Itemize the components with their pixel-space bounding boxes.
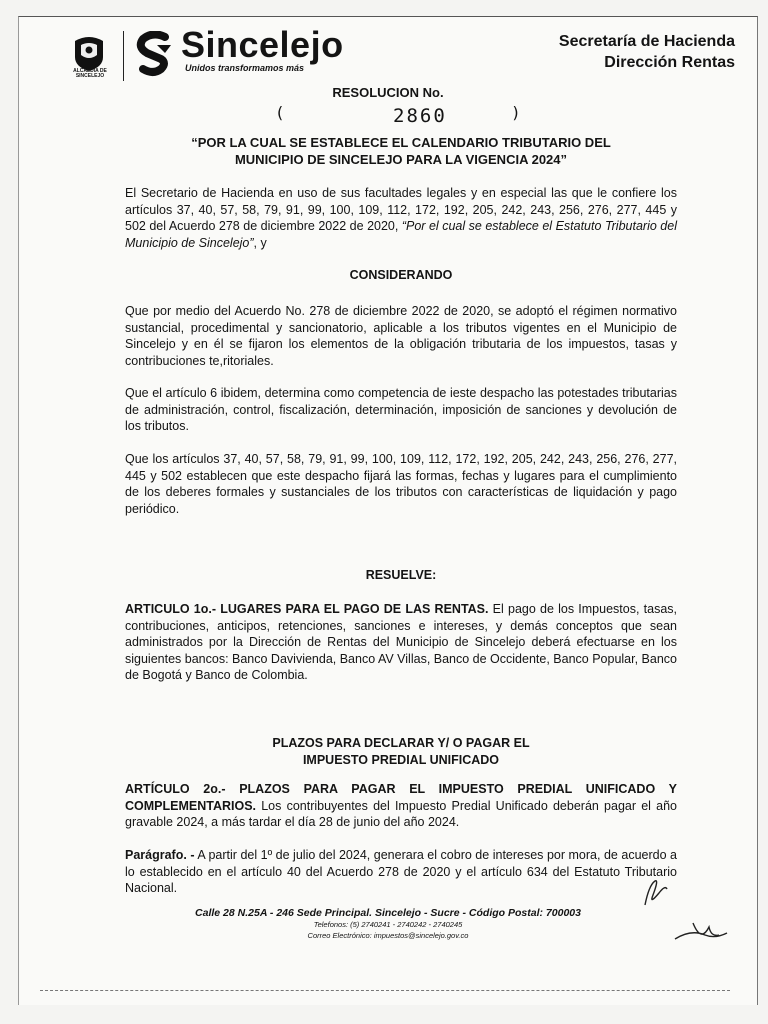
article-1 xyxy=(125,601,677,684)
brand-name: Sincelejo xyxy=(181,24,344,65)
considerando-paragraph-2: Que el artículo 6 ibidem, determina como competencia de ieste despacho las potestades tributarias de administración, control, fiscalización, determinación, imposición de sanciones y devolución de los tributos. xyxy=(125,386,677,434)
preamble-paragraph xyxy=(125,185,677,251)
bottom-rule xyxy=(40,990,730,991)
article-2-text: Los contribuyentes del Impuesto Predial Unificado deberán pagar el año gravable 2024, a más tardar el día 28 de junio del año 2024. xyxy=(125,798,677,830)
header-divider xyxy=(123,31,124,81)
section-heading xyxy=(125,735,677,768)
subject-line-1: “POR LA CUAL SE ESTABLECE EL CALENDARIO TRIBUTARIO DEL xyxy=(191,135,611,150)
crest-label: ALCALDÍA DE SINCELEJO xyxy=(73,68,107,79)
footer-phones: Telefonos: (5) 2740241 - 2740242 - 2740245 xyxy=(313,920,463,929)
resolution-number-box xyxy=(275,103,521,129)
subject-line-2: MUNICIPIO DE SINCELEJO PARA LA VIGENCIA 2024” xyxy=(234,151,568,167)
sincelejo-logo-icon xyxy=(135,31,177,77)
article-1-title: ARTICULO 1o.- LUGARES PARA EL PAGO DE LAS RENTAS. xyxy=(125,602,489,616)
open-paren: ( xyxy=(275,103,285,122)
paragrafo xyxy=(125,847,677,897)
close-paren: ) xyxy=(511,103,521,122)
article-1-text: El pago de los Impuestos, tasas, contribuciones, anticipos, retenciones, sanciones e intereses, y demás conceptos que sean administrados por la Dirección de Rentas del Municipio de Sincelejo deberá efectuarse en los siguientes bancos: Banco Davivienda, Banco AV Villas, Banco de Occidente, Banco Popular, Banco de Bogotá y Banco de Colombia. xyxy=(125,602,677,683)
article-2-title: ARTÍCULO 2o.- PLAZOS PARA PAGAR EL IMPUESTO PREDIAL UNIFICADO Y COMPLEMENTARIOS. xyxy=(125,782,677,813)
considerando-paragraph-1: Que por medio del Acuerdo No. 278 de diciembre 2022 de 2020, se adoptó el régimen normativo sustancial, procedimental y sancionatorio, aplicable a los tributos vigentes en el Municipio de Sincelejo y en él se fijaron los elementos de la obligación tributaria de los impuestos, tasas y contribuciones te,ritoriales. xyxy=(125,304,677,368)
article-2 xyxy=(125,781,677,831)
preamble-text: El Secretario de Hacienda en uso de sus facultades legales y en especial las que le confiere los artículos 37, 40, 57, 58, 79, 91, 99, 100, 109, 112, 172, 192, 205, 242, 243, 256, 276, 277, 445 y 502 del Acuerdo 278 de diciembre 2022 de 2020, xyxy=(125,186,677,234)
resolution-title: RESOLUCION No. xyxy=(332,85,444,100)
letterhead xyxy=(19,17,757,87)
initials-signature-icon xyxy=(639,875,673,911)
considerando-heading: CONSIDERANDO xyxy=(349,268,453,282)
preamble-tail: , y xyxy=(253,235,267,250)
office-line-2: Dirección Rentas xyxy=(604,54,735,71)
footer xyxy=(19,907,757,941)
paragrafo-title: Parágrafo. - xyxy=(125,848,195,862)
section-line-1: PLAZOS PARA DECLARAR Y/ O PAGAR EL xyxy=(272,736,530,750)
section-line-2: IMPUESTO PREDIAL UNIFICADO xyxy=(302,752,500,767)
paragrafo-text: A partir del 1º de julio del 2024, generara el cobro de intereses por mora, de acuerdo a lo establecido en el artículo 40 del Acuerdo 278 de 2020 y el artículo 634 del Estatuto Tributario Nacional. xyxy=(125,848,677,896)
resuelve-heading: RESUELVE: xyxy=(365,568,437,582)
document-page xyxy=(18,16,758,1005)
footer-address: Calle 28 N.25A - 246 Sede Principal. Sincelejo - Sucre - Código Postal: 700003 xyxy=(195,907,581,919)
office-line-1: Secretaría de Hacienda xyxy=(558,33,735,50)
brand-slogan: Unidos transformamos más xyxy=(185,63,305,73)
resolution-number: 2860 xyxy=(393,105,447,127)
footer-email: Correo Electrónico: impuestos@sincelejo.gov.co xyxy=(307,931,469,940)
office-name xyxy=(559,31,735,73)
resolution-subject xyxy=(125,135,677,168)
signature-mark-icon xyxy=(671,917,731,947)
considerando-paragraph-3: Que los artículos 37, 40, 57, 58, 79, 91, 99, 100, 109, 112, 172, 192, 205, 242, 243, 256, 276, 277, 445 y 502 establecen que este despacho fijará las formas, fechas y lugares para el cumplimiento de los deberes formales y sustanciales de los tributos con características de liquidación y pago periódico. xyxy=(125,452,677,516)
preamble-italic: “Por el cual se establece el Estatuto Tributario del Municipio de Sincelejo” xyxy=(125,219,677,250)
